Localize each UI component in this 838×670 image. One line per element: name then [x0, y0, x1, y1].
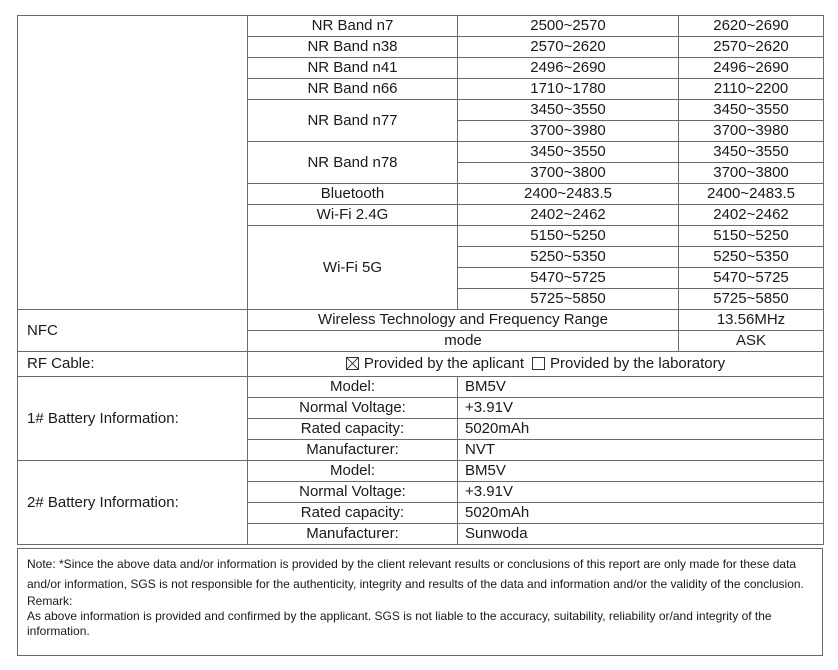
- battery-2-capacity: 5020mAh: [458, 503, 824, 524]
- downlink-range: 5470~5725: [679, 268, 824, 289]
- downlink-range: 3700~3800: [679, 163, 824, 184]
- uplink-range: 2402~2462: [458, 205, 679, 226]
- applicant-option-label: Provided by the aplicant: [363, 355, 524, 372]
- downlink-range: 3450~3550: [679, 100, 824, 121]
- uplink-range: 5725~5850: [458, 289, 679, 310]
- uplink-range: 3700~3800: [458, 163, 679, 184]
- band-name: NR Band n38: [248, 37, 458, 58]
- applicant-checkbox[interactable]: [346, 357, 359, 370]
- battery-1-label: 1# Battery Information:: [18, 377, 248, 461]
- nfc-row: [18, 310, 824, 331]
- uplink-range: 2400~2483.5: [458, 184, 679, 205]
- downlink-range: 2402~2462: [679, 205, 824, 226]
- downlink-range: 5150~5250: [679, 226, 824, 247]
- battery-2-voltage: +3.91V: [458, 482, 824, 503]
- nfc-freq-value: 13.56MHz: [679, 310, 824, 331]
- downlink-range: 2496~2690: [679, 58, 824, 79]
- battery-1-manufacturer-label: Manufacturer:: [248, 440, 458, 461]
- battery-2-manufacturer-label: Manufacturer:: [248, 524, 458, 545]
- band-name: NR Band n41: [248, 58, 458, 79]
- laboratory-option-label: Provided by the laboratory: [550, 355, 726, 372]
- blank-cell: [18, 16, 248, 310]
- band-name: NR Band n7: [248, 16, 458, 37]
- rf-cable-options: [248, 352, 824, 377]
- note-box: [17, 548, 823, 656]
- battery-1-capacity: 5020mAh: [458, 419, 824, 440]
- uplink-range: 1710~1780: [458, 79, 679, 100]
- battery-2-model-label: Model:: [248, 461, 458, 482]
- downlink-range: 2620~2690: [679, 16, 824, 37]
- uplink-range: 2500~2570: [458, 16, 679, 37]
- uplink-range: 5470~5725: [458, 268, 679, 289]
- battery-2-capacity-label: Rated capacity:: [248, 503, 458, 524]
- band-row: [18, 16, 824, 37]
- specification-table: [17, 15, 824, 545]
- battery-2-label: 2# Battery Information:: [18, 461, 248, 545]
- downlink-range: 3450~3550: [679, 142, 824, 163]
- battery-1-model: BM5V: [458, 377, 824, 398]
- downlink-range: 2570~2620: [679, 37, 824, 58]
- band-name: NR Band n66: [248, 79, 458, 100]
- battery-2-manufacturer: Sunwoda: [458, 524, 824, 545]
- uplink-range: 2496~2690: [458, 58, 679, 79]
- band-name: Bluetooth: [248, 184, 458, 205]
- battery-1-manufacturer: NVT: [458, 440, 824, 461]
- downlink-range: 2110~2200: [679, 79, 824, 100]
- battery-2-voltage-label: Normal Voltage:: [248, 482, 458, 503]
- band-name: Wi-Fi 2.4G: [248, 205, 458, 226]
- uplink-range: 3450~3550: [458, 100, 679, 121]
- nfc-mode-label: mode: [248, 331, 679, 352]
- rf-cable-row: [18, 352, 824, 377]
- battery-1-capacity-label: Rated capacity:: [248, 419, 458, 440]
- band-name: NR Band n77: [248, 100, 458, 142]
- laboratory-checkbox[interactable]: [532, 357, 545, 370]
- uplink-range: 5250~5350: [458, 247, 679, 268]
- battery-2-model: BM5V: [458, 461, 824, 482]
- battery-1-voltage-label: Normal Voltage:: [248, 398, 458, 419]
- uplink-range: 2570~2620: [458, 37, 679, 58]
- uplink-range: 3700~3980: [458, 121, 679, 142]
- nfc-mode-value: ASK: [679, 331, 824, 352]
- remark-label: Remark:: [27, 594, 73, 608]
- band-name: NR Band n78: [248, 142, 458, 184]
- downlink-range: 3700~3980: [679, 121, 824, 142]
- remark-text: As above information is provided and confirmed by the applicant. SGS is not liable to the accuracy, suitability, reliability or/and integrity of the information.: [27, 609, 772, 638]
- downlink-range: 5725~5850: [679, 289, 824, 310]
- uplink-range: 5150~5250: [458, 226, 679, 247]
- downlink-range: 5250~5350: [679, 247, 824, 268]
- nfc-label: NFC: [18, 310, 248, 352]
- battery-1: [18, 377, 824, 461]
- battery-1-model-label: Model:: [248, 377, 458, 398]
- battery-2: [18, 461, 824, 545]
- downlink-range: 2400~2483.5: [679, 184, 824, 205]
- note-text: Note: *Since the above data and/or information is provided by the client relevant results or conclusions of this report are only made for these data and/or information, SGS is not responsible for the authenticity, integrity and results of the data and information and/or the validity of the conclusion.: [27, 557, 804, 591]
- frequency-bands: [18, 16, 824, 310]
- battery-1-voltage: +3.91V: [458, 398, 824, 419]
- band-name: Wi-Fi 5G: [248, 226, 458, 310]
- nfc-freq-label: Wireless Technology and Frequency Range: [248, 310, 679, 331]
- uplink-range: 3450~3550: [458, 142, 679, 163]
- rf-cable-label: RF Cable:: [18, 352, 248, 377]
